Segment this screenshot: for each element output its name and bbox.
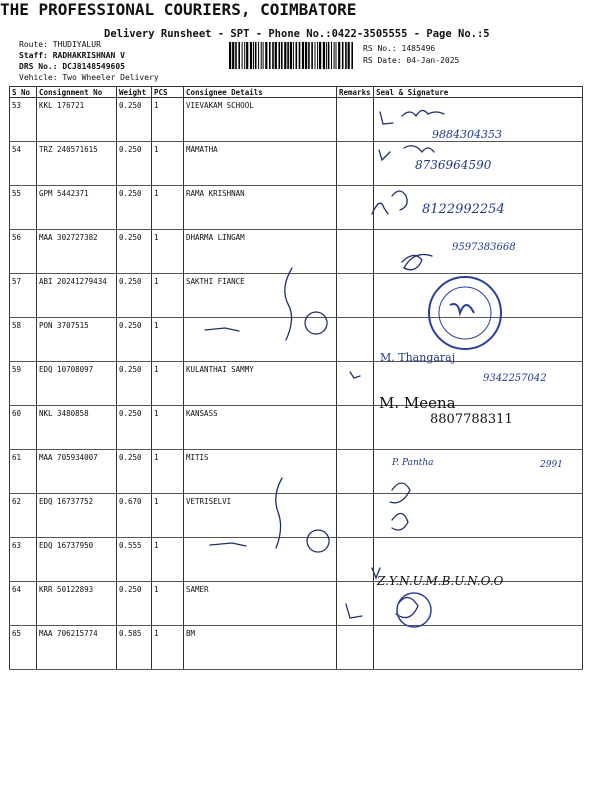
cell-signature (374, 626, 583, 670)
table-row (10, 142, 583, 186)
barcode-bar (279, 42, 281, 69)
cell-pcs: 1 (152, 362, 184, 406)
barcode-bar (290, 42, 292, 69)
handwritten-name: P. Pantha (392, 458, 434, 468)
cell-pcs: 1 (152, 494, 184, 538)
handwritten-name: Z.Y.N.U.M.B.U.N.O.O (377, 574, 504, 588)
handwritten-phone: 9597383668 (452, 242, 516, 253)
col-header-consignment: Consignment No (37, 87, 117, 98)
cell-sno: 61 (10, 450, 37, 494)
barcode-bar (281, 42, 283, 69)
company-title: THE PROFESSIONAL COURIERS, COIMBATORE (0, 0, 357, 19)
col-header-remarks: Remarks (337, 87, 374, 98)
table-row (10, 626, 583, 670)
rs-number: RS No.: 1485496 (363, 44, 436, 53)
barcode-bar (284, 42, 286, 69)
cell-remarks (337, 318, 374, 362)
cell-pcs: 1 (152, 98, 184, 142)
cell-remarks (337, 582, 374, 626)
cell-consignment: KRR 50122893 (37, 582, 117, 626)
cell-sno: 57 (10, 274, 37, 318)
cell-consignee: BM (184, 626, 337, 670)
drs-label: DRS No.: DCJ8148549605 (19, 62, 125, 71)
barcode-bar (238, 42, 240, 69)
barcode-bar (244, 42, 245, 69)
cell-consignment: ABI 20241279434 (37, 274, 117, 318)
cell-consignment: PON 3707515 (37, 318, 117, 362)
cell-sno: 55 (10, 186, 37, 230)
runsheet-title: Delivery Runsheet - SPT - Phone No.:0422-3505555 - Page No.:5 (104, 28, 490, 40)
barcode-bar (293, 42, 294, 69)
cell-signature (374, 274, 583, 318)
col-header-pcs: PCS (152, 87, 184, 98)
barcode-bar (334, 42, 335, 69)
cell-consignee: KANSASS (184, 406, 337, 450)
rs-date: RS Date: 04-Jan-2025 (363, 56, 460, 65)
table-row (10, 274, 583, 318)
cell-consignee (184, 538, 337, 582)
cell-sno: 63 (10, 538, 37, 582)
cell-consignment: EDQ 16737752 (37, 494, 117, 538)
cell-weight: 0.250 (117, 450, 152, 494)
cell-weight: 0.585 (117, 626, 152, 670)
col-header-consignee: Consignee Details (184, 87, 337, 98)
cell-weight: 0.670 (117, 494, 152, 538)
barcode-bar (342, 42, 344, 69)
cell-sno: 60 (10, 406, 37, 450)
cell-consignment: NKL 3480858 (37, 406, 117, 450)
cell-consignee (184, 318, 337, 362)
table-row (10, 582, 583, 626)
cell-consignment: EDQ 10708097 (37, 362, 117, 406)
cell-sno: 62 (10, 494, 37, 538)
cell-consignment: MAA 705934007 (37, 450, 117, 494)
col-header-signature: Seal & Signature (374, 87, 583, 98)
cell-pcs: 1 (152, 626, 184, 670)
cell-consignee: SAMER (184, 582, 337, 626)
barcode-bar (255, 42, 257, 69)
barcode (229, 42, 354, 69)
barcode-bar (261, 42, 262, 69)
barcode-bar (323, 42, 325, 69)
barcode-bar (242, 42, 243, 69)
cell-weight: 0.250 (117, 98, 152, 142)
staff-label: Staff: RADHAKRISHNAN V (19, 51, 125, 60)
barcode-bar (269, 42, 271, 69)
cell-pcs: 1 (152, 274, 184, 318)
barcode-bar (263, 42, 264, 69)
cell-signature (374, 494, 583, 538)
route-label: Route: THUDIYALUR (19, 40, 101, 49)
cell-weight: 0.555 (117, 538, 152, 582)
cell-consignee: RAMA KRISHNAN (184, 186, 337, 230)
cell-consignee: VETRISELVI (184, 494, 337, 538)
handwritten-phone: 9884304353 (432, 128, 502, 141)
handwritten-phone: 8807788311 (430, 412, 513, 427)
cell-remarks (337, 98, 374, 142)
barcode-bar (317, 42, 318, 69)
barcode-bar (338, 42, 340, 69)
cell-consignment: MAA 706215774 (37, 626, 117, 670)
cell-remarks (337, 186, 374, 230)
barcode-bar (345, 42, 347, 69)
barcode-bar (246, 42, 248, 69)
cell-pcs: 1 (152, 406, 184, 450)
handwritten-name: M. Meena (379, 394, 456, 412)
cell-weight: 0.250 (117, 406, 152, 450)
cell-remarks (337, 494, 374, 538)
vehicle-label: Vehicle: Two Wheeler Delivery (19, 73, 159, 82)
cell-consignee: MITIS (184, 450, 337, 494)
barcode-bar (331, 42, 332, 69)
handwritten-phone: 2991 (540, 460, 563, 470)
cell-weight: 0.250 (117, 582, 152, 626)
cell-signature (374, 582, 583, 626)
barcode-bar (253, 42, 254, 69)
cell-sno: 65 (10, 626, 37, 670)
cell-remarks (337, 142, 374, 186)
cell-sno: 58 (10, 318, 37, 362)
barcode-bar (328, 42, 330, 69)
cell-sno: 53 (10, 98, 37, 142)
cell-sno: 56 (10, 230, 37, 274)
barcode-bar (351, 42, 353, 69)
table-row (10, 494, 583, 538)
cell-signature (374, 450, 583, 494)
barcode-bar (319, 42, 321, 69)
cell-pcs: 1 (152, 582, 184, 626)
barcode-bar (296, 42, 298, 69)
col-header-sno: S No (10, 87, 37, 98)
barcode-bar (348, 42, 350, 69)
barcode-bar (232, 42, 234, 69)
cell-consignment: KKL 176721 (37, 98, 117, 142)
barcode-bar (235, 42, 237, 69)
cell-remarks (337, 362, 374, 406)
cell-pcs: 1 (152, 450, 184, 494)
barcode-bar (287, 42, 289, 69)
handwritten-phone: 9342257042 (483, 373, 547, 384)
cell-consignment: EDQ 16737950 (37, 538, 117, 582)
handwritten-phone: 8736964590 (415, 158, 492, 172)
barcode-bar (311, 42, 313, 69)
barcode-bar (250, 42, 252, 69)
cell-weight: 0.250 (117, 186, 152, 230)
cell-consignee: MAMATHA (184, 142, 337, 186)
barcode-bar (302, 42, 304, 69)
barcode-bar (258, 42, 259, 69)
cell-weight: 0.250 (117, 142, 152, 186)
cell-consignment: TRZ 240571615 (37, 142, 117, 186)
cell-sno: 54 (10, 142, 37, 186)
barcode-bar (275, 42, 277, 69)
table-header-row (10, 87, 583, 98)
col-header-weight: Weight (117, 87, 152, 98)
cell-weight: 0.250 (117, 318, 152, 362)
cell-remarks (337, 274, 374, 318)
cell-sno: 64 (10, 582, 37, 626)
cell-consignment: MAA 302727382 (37, 230, 117, 274)
cell-pcs: 1 (152, 318, 184, 362)
cell-pcs: 1 (152, 186, 184, 230)
cell-weight: 0.250 (117, 230, 152, 274)
cell-consignee: SAKTHI FIANCE (184, 274, 337, 318)
barcode-bar (315, 42, 316, 69)
cell-pcs: 1 (152, 230, 184, 274)
cell-consignment: GPM 5442371 (37, 186, 117, 230)
cell-consignee: DHARMA LINGAM (184, 230, 337, 274)
table-row (10, 318, 583, 362)
cell-sno: 59 (10, 362, 37, 406)
barcode-bar (229, 42, 231, 69)
barcode-bar (326, 42, 327, 69)
barcode-bar (265, 42, 267, 69)
barcode-bar (299, 42, 301, 69)
cell-consignee: VIEVAKAM SCHOOL (184, 98, 337, 142)
barcode-bar (336, 42, 337, 69)
barcode-bar (308, 42, 310, 69)
cell-remarks (337, 450, 374, 494)
cell-remarks (337, 538, 374, 582)
cell-weight: 0.250 (117, 362, 152, 406)
handwritten-phone: 8122992254 (422, 202, 505, 217)
cell-consignee: KULANTHAI SAMMY (184, 362, 337, 406)
cell-weight: 0.250 (117, 274, 152, 318)
cell-remarks (337, 406, 374, 450)
cell-remarks (337, 626, 374, 670)
table-row (10, 450, 583, 494)
cell-pcs: 1 (152, 142, 184, 186)
cell-pcs: 1 (152, 538, 184, 582)
handwritten-name: M. Thangaraj (380, 351, 456, 364)
cell-remarks (337, 230, 374, 274)
barcode-bar (272, 42, 274, 69)
barcode-bar (305, 42, 307, 69)
